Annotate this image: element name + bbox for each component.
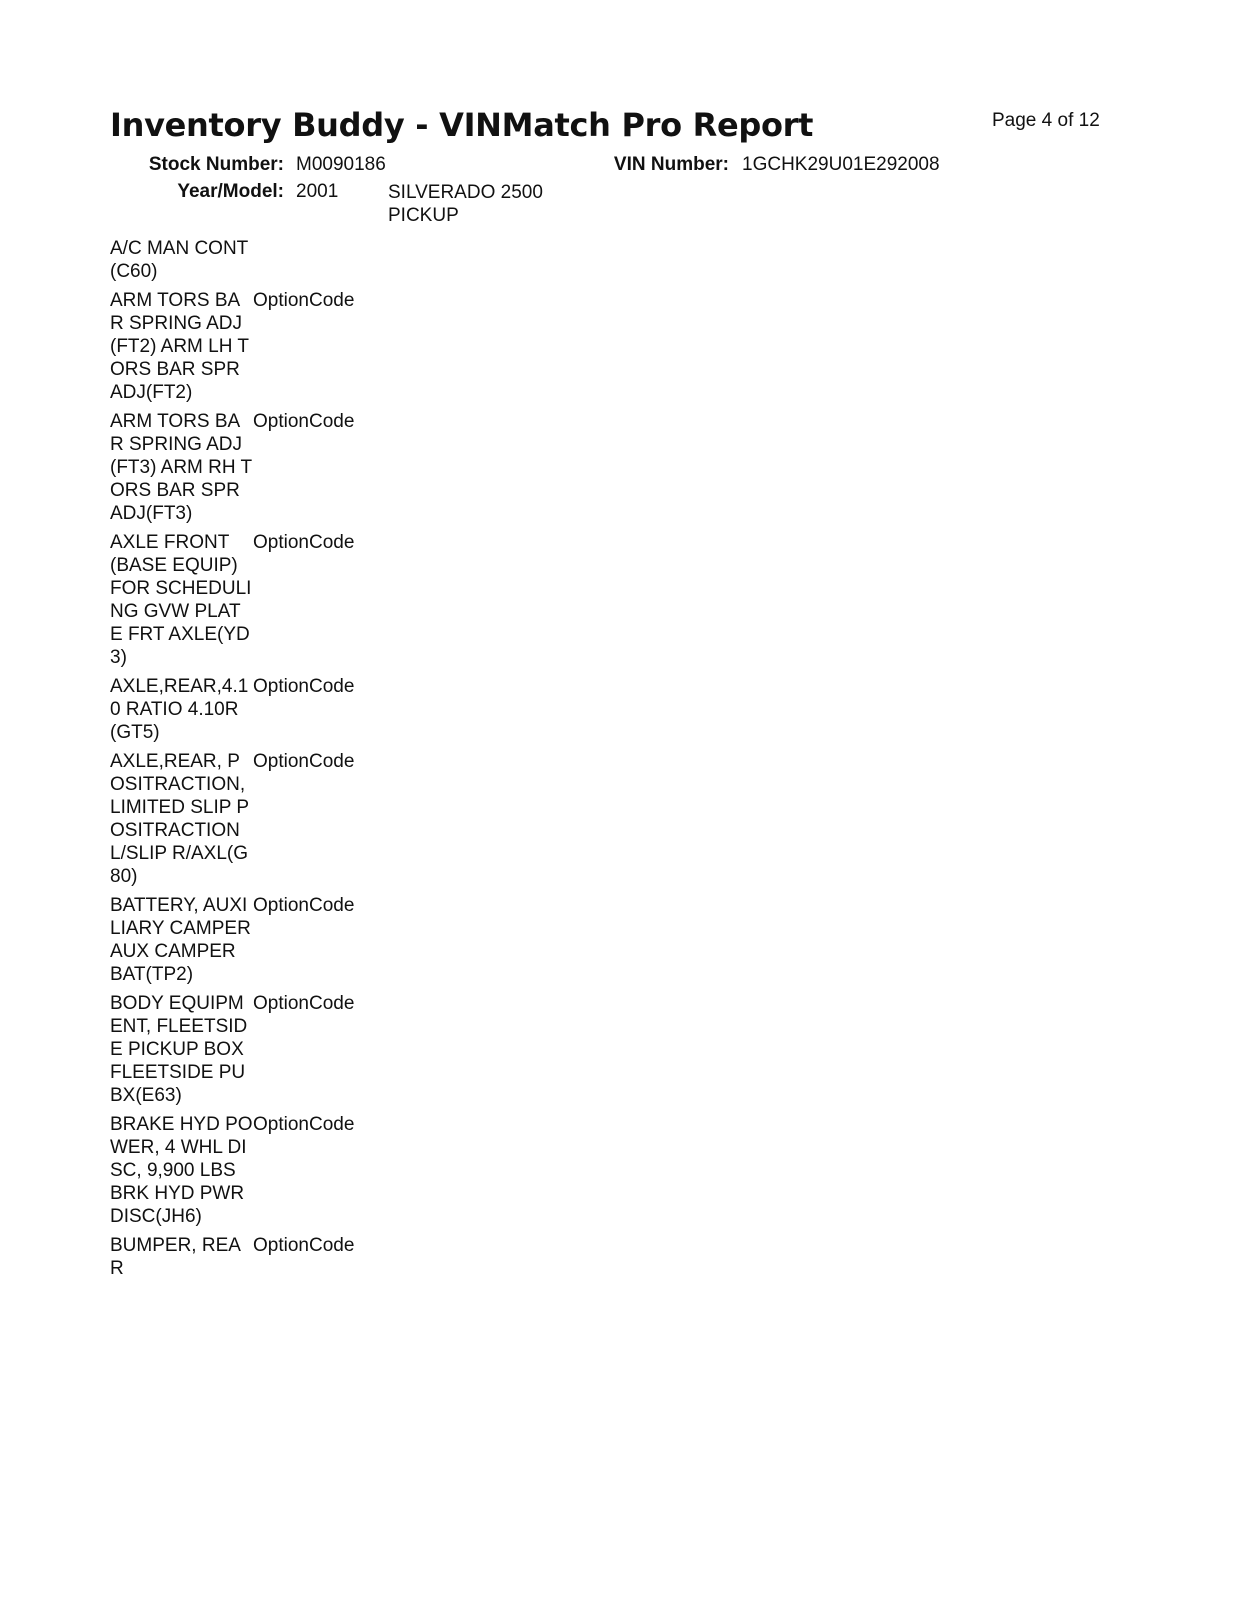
- option-description: BRAKE HYD POWER, 4 WHL DISC, 9,900 LBS BRK HYD PWR DISC(JH6): [110, 1114, 253, 1227]
- option-code: OptionCode: [253, 993, 355, 1014]
- report-title: Inventory Buddy - VINMatch Pro Report: [110, 106, 814, 144]
- stock-number-label: Stock Number:: [148, 154, 284, 175]
- option-description: BUMPER, REAR: [110, 1235, 241, 1279]
- option-list: [110, 237, 430, 1286]
- option-description: AXLE,REAR, POSITRACTION,LIMITED SLIP POSITRACTION L/SLIP R/AXL(G80): [110, 751, 250, 887]
- option-code: OptionCode: [253, 1114, 355, 1135]
- option-description: ARM TORS BAR SPRING ADJ (FT3) ARM RH TORS BAR SPR ADJ(FT3): [110, 411, 253, 524]
- option-code: OptionCode: [253, 290, 355, 311]
- option-row: [110, 992, 430, 1107]
- option-code: OptionCode: [253, 751, 355, 772]
- option-code: OptionCode: [253, 411, 355, 432]
- vin-number-value: 1GCHK29U01E292008: [742, 154, 940, 175]
- option-row: [110, 675, 430, 744]
- option-description: A/C MAN CONT(C60): [110, 238, 249, 282]
- year-value: 2001: [296, 181, 339, 202]
- option-code: OptionCode: [253, 532, 355, 553]
- option-description: BODY EQUIPMENT, FLEETSIDE PICKUP BOX FLEETSIDE PUBX(E63): [110, 993, 248, 1106]
- option-code: OptionCode: [253, 895, 355, 916]
- vin-number-label: VIN Number:: [613, 154, 729, 175]
- option-row: [110, 237, 430, 283]
- option-description: AXLE FRONT (BASE EQUIP) FOR SCHEDULING GVW PLATE FRT AXLE(YD3): [110, 532, 252, 668]
- option-row: [110, 531, 430, 669]
- option-row: [110, 1113, 430, 1228]
- option-row: [110, 750, 430, 888]
- option-row: [110, 410, 430, 525]
- model-value: SILVERADO 2500 PICKUP: [388, 182, 543, 226]
- option-row: [110, 1234, 430, 1280]
- option-row: [110, 289, 430, 404]
- option-row: [110, 894, 430, 986]
- option-code: OptionCode: [253, 676, 355, 697]
- option-description: BATTERY, AUXILIARY CAMPER AUX CAMPER BAT(TP2): [110, 895, 251, 985]
- option-description: ARM TORS BAR SPRING ADJ (FT2) ARM LH TORS BAR SPR ADJ(FT2): [110, 290, 249, 403]
- page-number: Page 4 of 12: [992, 110, 1100, 131]
- option-description: AXLE,REAR,4.10 RATIO 4.10R(GT5): [110, 676, 249, 743]
- option-code: OptionCode: [253, 1235, 355, 1256]
- stock-number-value: M0090186: [296, 154, 386, 175]
- year-model-label: Year/Model:: [177, 181, 284, 202]
